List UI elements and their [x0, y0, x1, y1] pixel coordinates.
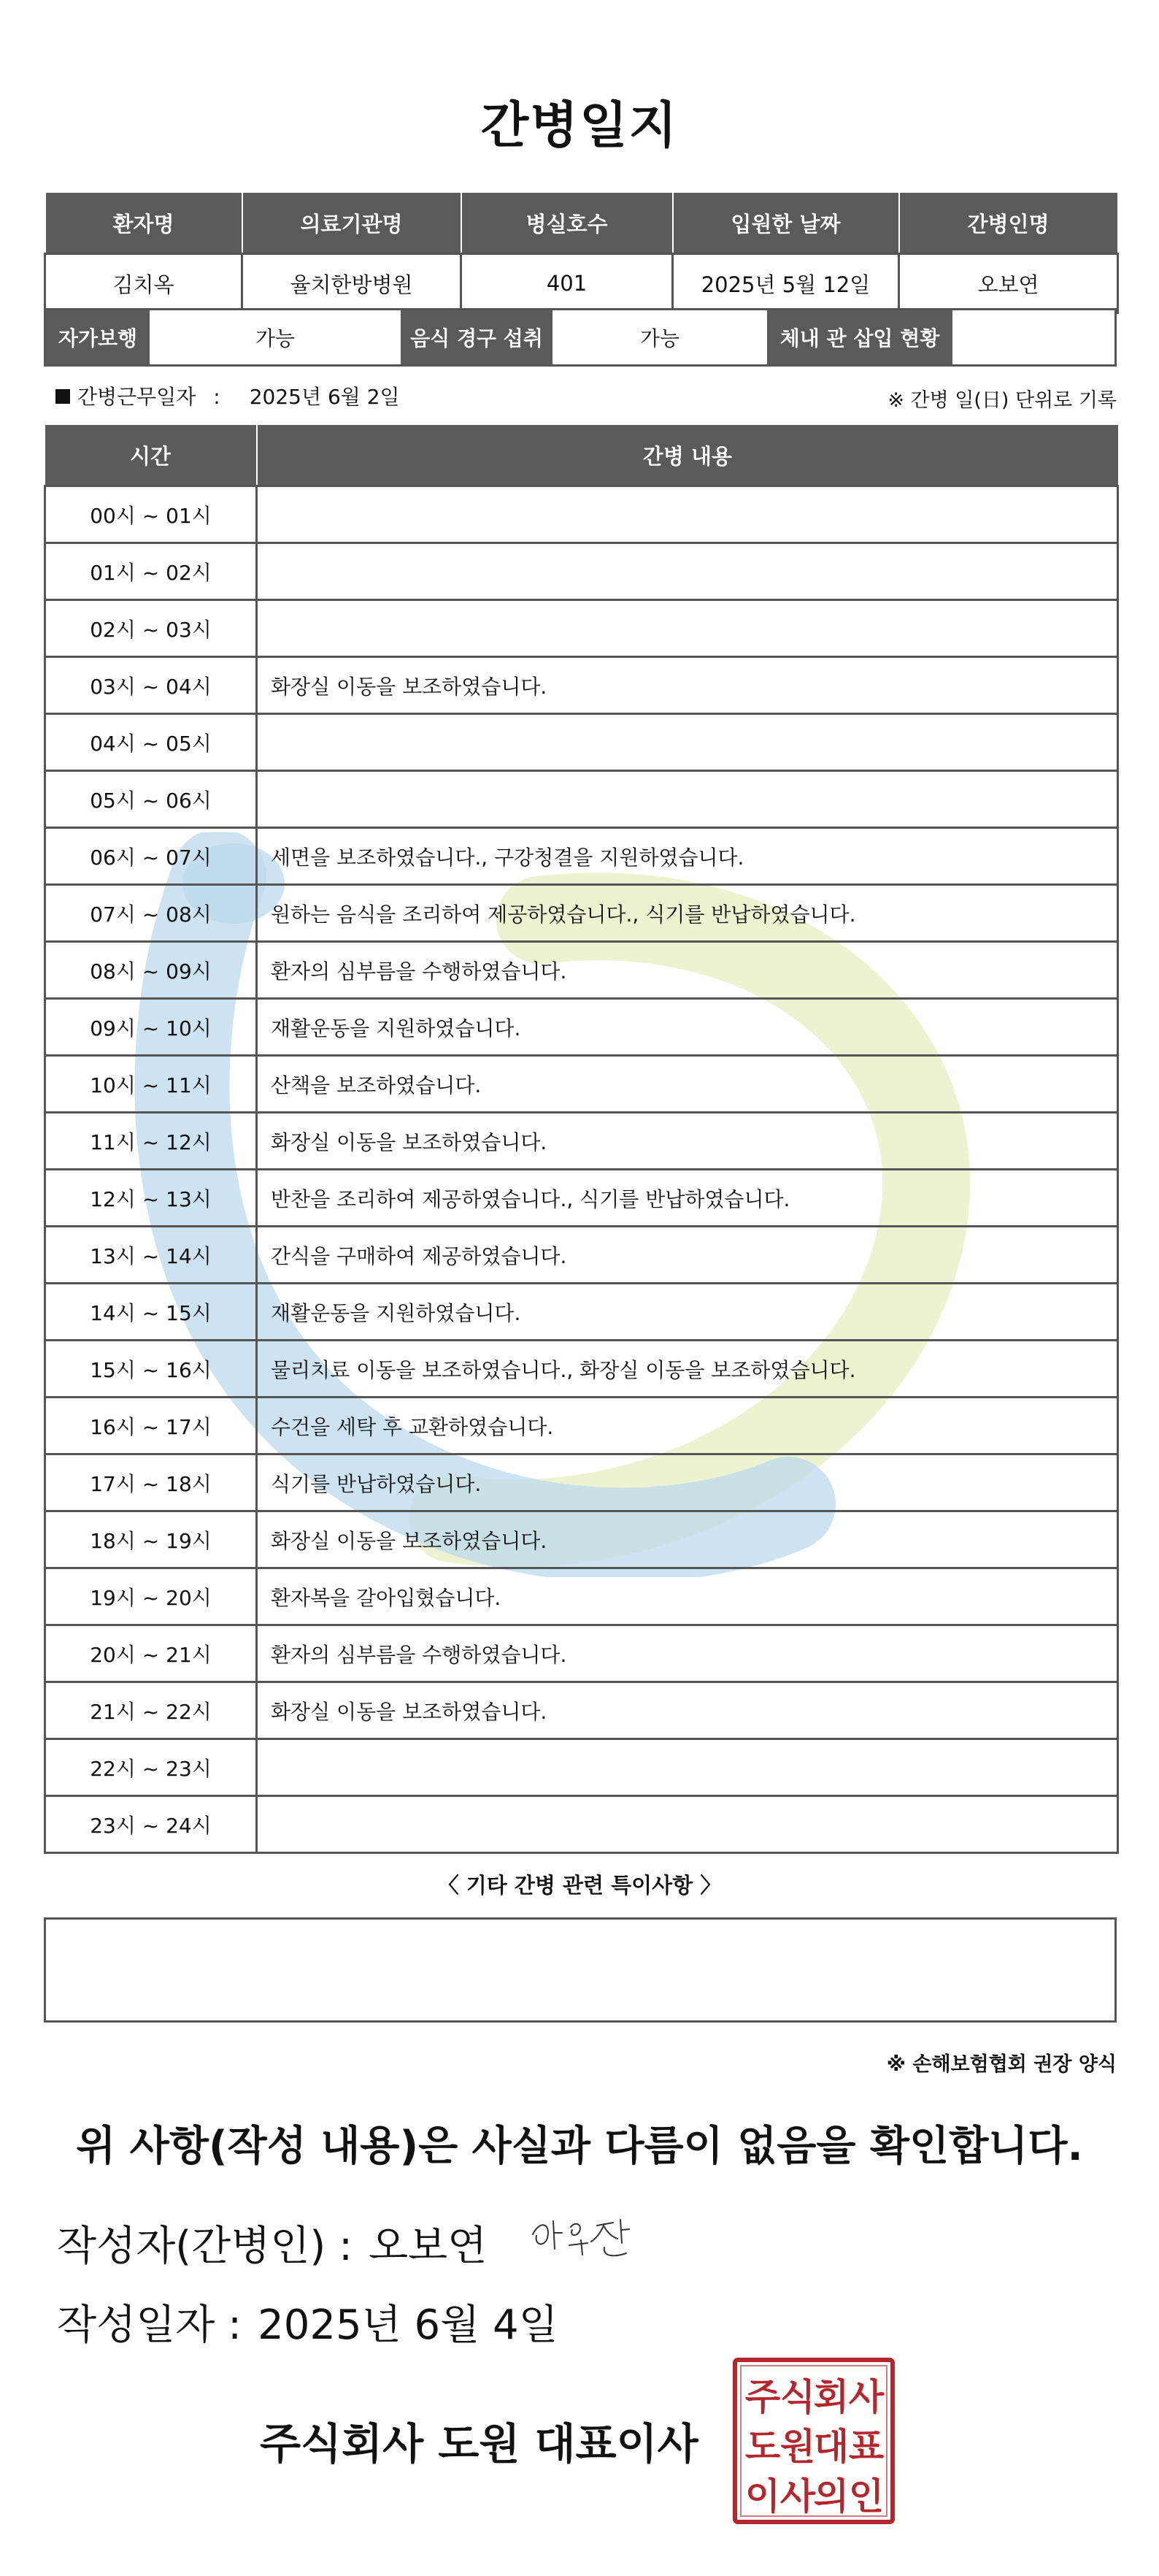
care-log-row — [45, 1625, 1118, 1682]
hospital-name-header: 의료기관명 — [242, 192, 461, 254]
work-date-line — [55, 381, 400, 410]
care-log-row — [45, 1113, 1118, 1170]
care-log-row — [45, 1341, 1118, 1398]
handwritten-signature — [518, 2205, 664, 2271]
svg-text:의: 의 — [813, 2475, 850, 2518]
care-content — [257, 486, 1118, 543]
time-slot: 12시 ~ 13시 — [45, 1170, 257, 1227]
patient-name-value: 김치옥 — [45, 254, 242, 313]
work-date-colon: : — [213, 385, 220, 409]
time-slot: 13시 ~ 14시 — [45, 1227, 257, 1284]
caregiver-name-value: 오보연 — [899, 254, 1118, 313]
time-slot: 22시 ~ 23시 — [45, 1739, 257, 1796]
care-log-row — [45, 1568, 1118, 1625]
care-content — [257, 600, 1118, 657]
square-bullet-icon — [55, 389, 70, 404]
tube-status-label: 체내 관 삽입 현황 — [767, 310, 952, 364]
care-content: 화장실 이동을 보조하였습니다. — [257, 1113, 1118, 1170]
admission-date-value: 2025년 5월 12일 — [673, 254, 899, 313]
time-slot: 20시 ~ 21시 — [45, 1625, 257, 1682]
time-column-header: 시간 — [45, 425, 257, 486]
care-content: 간식을 구매하여 제공하였습니다. — [257, 1227, 1118, 1284]
care-log-body — [45, 486, 1118, 1853]
time-slot: 07시 ~ 08시 — [45, 885, 257, 942]
care-content — [257, 1739, 1118, 1796]
svg-text:회: 회 — [813, 2376, 850, 2418]
care-log-row — [45, 828, 1118, 885]
care-log-row — [45, 885, 1118, 942]
time-slot: 23시 ~ 24시 — [45, 1796, 257, 1853]
writer-name: 오보연 — [368, 2223, 488, 2270]
care-content — [257, 543, 1118, 600]
care-log-row — [45, 1170, 1118, 1227]
care-log-row — [45, 1284, 1118, 1341]
svg-text:사: 사 — [779, 2475, 816, 2518]
room-number-header: 병실호수 — [461, 192, 673, 254]
admission-date-header: 입원한 날짜 — [673, 192, 899, 254]
care-log-row — [45, 1739, 1118, 1796]
written-date-line — [57, 2293, 558, 2351]
care-log-row — [45, 1454, 1118, 1511]
written-date-label: 작성일자 : — [57, 2301, 242, 2349]
time-slot: 06시 ~ 07시 — [45, 828, 257, 885]
care-content — [257, 771, 1118, 828]
writer-label: 작성자(간병인) : — [57, 2223, 353, 2270]
time-slot: 14시 ~ 15시 — [45, 1284, 257, 1341]
care-log-row — [45, 1056, 1118, 1113]
care-content — [257, 714, 1118, 771]
care-content: 세면을 보조하였습니다., 구강청결을 지원하였습니다. — [257, 828, 1118, 885]
care-content: 원하는 음식을 조리하여 제공하였습니다., 식기를 반납하였습니다. — [257, 885, 1118, 942]
time-slot: 10시 ~ 11시 — [45, 1056, 257, 1113]
care-content: 식기를 반납하였습니다. — [257, 1454, 1118, 1511]
form-source-note: ※ 손해보험협회 권장 양식 — [886, 2053, 1117, 2076]
care-content: 재활운동을 지원하였습니다. — [257, 999, 1118, 1056]
time-slot: 11시 ~ 12시 — [45, 1113, 257, 1170]
time-slot: 02시 ~ 03시 — [45, 600, 257, 657]
time-slot: 04시 ~ 05시 — [45, 714, 257, 771]
care-log-row — [45, 1227, 1118, 1284]
walking-label: 자가보행 — [46, 310, 150, 364]
tube-status-value — [952, 310, 1114, 364]
care-log-row — [45, 771, 1118, 828]
time-slot: 21시 ~ 22시 — [45, 1682, 257, 1739]
care-content: 환자복을 갈아입혔습니다. — [257, 1568, 1118, 1625]
care-log-table — [44, 425, 1119, 1854]
company-seal-stamp — [732, 2357, 896, 2525]
self-care-row — [44, 308, 1117, 367]
care-log-row — [45, 1796, 1118, 1853]
written-date-value: 2025년 6월 4일 — [258, 2301, 558, 2349]
time-slot: 18시 ~ 19시 — [45, 1511, 257, 1568]
care-log-row — [45, 714, 1118, 771]
document-title: 간병일지 — [480, 97, 679, 155]
time-slot: 08시 ~ 09시 — [45, 942, 257, 999]
time-slot: 16시 ~ 17시 — [45, 1398, 257, 1454]
work-date-label: 간병근무일자 — [77, 385, 196, 409]
care-content — [257, 1796, 1118, 1853]
time-slot: 09시 ~ 10시 — [45, 999, 257, 1056]
time-slot: 15시 ~ 16시 — [45, 1341, 257, 1398]
care-content: 화장실 이동을 보조하였습니다. — [257, 657, 1118, 714]
content-column-header: 간병 내용 — [257, 425, 1118, 486]
hospital-name-value: 율치한방병원 — [242, 254, 461, 313]
special-notes-box — [44, 1917, 1117, 2023]
care-log-row — [45, 486, 1118, 543]
care-log-row — [45, 543, 1118, 600]
oral-intake-label: 음식 경구 섭취 — [401, 310, 552, 364]
care-log-row — [45, 1398, 1118, 1454]
time-slot: 17시 ~ 18시 — [45, 1454, 257, 1511]
care-content: 수건을 세탁 후 교환하였습니다. — [257, 1398, 1118, 1454]
svg-text:주: 주 — [744, 2376, 781, 2418]
care-log-row — [45, 600, 1118, 657]
patient-info-table — [44, 191, 1119, 314]
company-representative: 주식회사 도원 대표이사 — [260, 2419, 698, 2469]
care-content: 재활운동을 지원하였습니다. — [257, 1284, 1118, 1341]
oral-intake-value: 가능 — [552, 310, 767, 364]
care-log-row — [45, 1682, 1118, 1739]
care-log-row — [45, 1511, 1118, 1568]
time-slot: 03시 ~ 04시 — [45, 657, 257, 714]
svg-text:식: 식 — [779, 2376, 816, 2418]
care-content: 화장실 이동을 보조하였습니다. — [257, 1511, 1118, 1568]
care-content: 환자의 심부름을 수행하였습니다. — [257, 942, 1118, 999]
room-number-value: 401 — [461, 254, 673, 313]
svg-text:인: 인 — [848, 2475, 885, 2518]
svg-text:대: 대 — [813, 2426, 850, 2468]
daily-record-note: ※ 간병 일(日) 단위로 기록 — [887, 389, 1117, 412]
care-log-header-row — [45, 425, 1118, 486]
care-log-row — [45, 657, 1118, 714]
caregiver-name-header: 간병인명 — [899, 192, 1118, 254]
care-content: 산책을 보조하였습니다. — [257, 1056, 1118, 1113]
svg-text:사: 사 — [848, 2376, 885, 2418]
time-slot: 05시 ~ 06시 — [45, 771, 257, 828]
care-log-row — [45, 942, 1118, 999]
care-content: 반찬을 조리하여 제공하였습니다., 식기를 반납하였습니다. — [257, 1170, 1118, 1227]
care-content: 화장실 이동을 보조하였습니다. — [257, 1682, 1118, 1739]
patient-info-header-row — [45, 192, 1118, 254]
svg-text:도: 도 — [744, 2426, 781, 2468]
special-notes-title: 〈 기타 간병 관련 특이사항 〉 — [437, 1873, 722, 1898]
svg-text:이: 이 — [744, 2475, 781, 2518]
care-log-row — [45, 999, 1118, 1056]
patient-name-header: 환자명 — [45, 192, 242, 254]
work-date-value: 2025년 6월 2일 — [249, 385, 400, 409]
patient-info-value-row — [45, 254, 1118, 313]
walking-value: 가능 — [150, 310, 401, 364]
svg-text:표: 표 — [848, 2426, 885, 2468]
time-slot: 01시 ~ 02시 — [45, 543, 257, 600]
time-slot: 00시 ~ 01시 — [45, 486, 257, 543]
care-content: 물리치료 이동을 보조하였습니다., 화장실 이동을 보조하였습니다. — [257, 1341, 1118, 1398]
time-slot: 19시 ~ 20시 — [45, 1568, 257, 1625]
writer-line — [57, 2214, 487, 2272]
care-content: 환자의 심부름을 수행하였습니다. — [257, 1625, 1118, 1682]
svg-text:원: 원 — [779, 2426, 816, 2468]
confirmation-statement: 위 사항(작성 내용)은 사실과 다름이 없음을 확인합니다. — [76, 2123, 1083, 2170]
